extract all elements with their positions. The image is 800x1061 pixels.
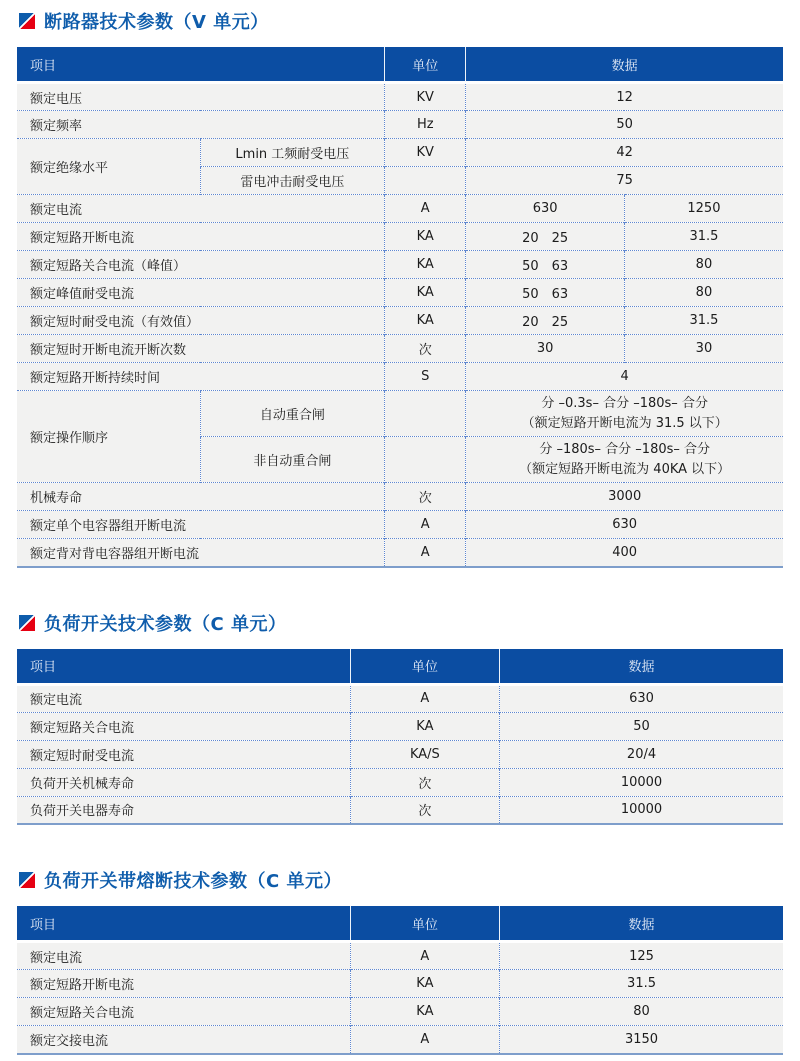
data-cell: 3150 bbox=[500, 1026, 783, 1054]
unit-cell: KA bbox=[385, 223, 466, 251]
unit-cell: 次 bbox=[350, 796, 499, 824]
breaker-spec-table bbox=[17, 47, 783, 568]
item-cell: 额定背对背电容器组开断电流 bbox=[17, 539, 385, 567]
data-cell: 31.5 bbox=[624, 307, 783, 335]
data-cell: 20 25 bbox=[466, 307, 625, 335]
data-cell: 31.5 bbox=[500, 970, 783, 998]
unit-cell: 次 bbox=[385, 483, 466, 511]
unit-cell: A bbox=[385, 511, 466, 539]
table-row bbox=[17, 796, 783, 824]
table-row bbox=[17, 1026, 783, 1054]
table-row bbox=[17, 684, 783, 712]
item-cell: 额定短路关合电流 bbox=[17, 712, 350, 740]
data-cell: 42 bbox=[466, 139, 783, 167]
data-cell: 分 –180s– 合分 –180s– 合分 （额定短路开断电流为 40KA 以下） bbox=[466, 437, 783, 483]
column-header: 单位 bbox=[350, 906, 499, 942]
item-cell: 额定短时开断电流开断次数 bbox=[17, 335, 385, 363]
unit-cell bbox=[385, 167, 466, 195]
item-cell: 负荷开关电器寿命 bbox=[17, 796, 350, 824]
data-cell: 分 –0.3s– 合分 –180s– 合分 （额定短路开断电流为 31.5 以下） bbox=[466, 391, 783, 437]
section-title bbox=[19, 8, 783, 34]
data-cell: 10000 bbox=[500, 768, 783, 796]
item-cell: 额定单个电容器组开断电流 bbox=[17, 511, 385, 539]
unit-cell: KA bbox=[385, 307, 466, 335]
section-title-text: 负荷开关带熔断技术参数（C 单元） bbox=[44, 871, 342, 892]
unit-cell: KV bbox=[385, 139, 466, 167]
table-row bbox=[17, 998, 783, 1026]
unit-cell: KA bbox=[350, 970, 499, 998]
item-cell: 额定短路关合电流 bbox=[17, 998, 350, 1026]
section-load-switch-params bbox=[17, 610, 783, 826]
data-cell: 630 bbox=[466, 511, 783, 539]
table-row bbox=[17, 712, 783, 740]
data-cell: 20 25 bbox=[466, 223, 625, 251]
section-title-text: 负荷开关技术参数（C 单元） bbox=[44, 613, 287, 635]
table-row bbox=[17, 111, 783, 139]
item-cell: 机械寿命 bbox=[17, 483, 385, 511]
header-row bbox=[17, 47, 783, 83]
unit-cell: A bbox=[385, 539, 466, 567]
header-row bbox=[17, 649, 783, 685]
section-breaker-params bbox=[17, 8, 783, 568]
unit-cell: A bbox=[350, 684, 499, 712]
table-row bbox=[17, 511, 783, 539]
data-cell: 630 bbox=[500, 684, 783, 712]
unit-cell bbox=[385, 391, 466, 437]
data-cell: 10000 bbox=[500, 796, 783, 824]
unit-cell: S bbox=[385, 363, 466, 391]
diagonal-flag-icon bbox=[19, 615, 35, 631]
unit-cell: A bbox=[350, 942, 499, 970]
data-cell: 630 bbox=[466, 195, 625, 223]
table-row bbox=[17, 942, 783, 970]
data-cell: 125 bbox=[500, 942, 783, 970]
sub-cell: Lmin 工频耐受电压 bbox=[200, 139, 385, 167]
sub-cell: 自动重合闸 bbox=[200, 391, 385, 437]
unit-cell: Hz bbox=[385, 111, 466, 139]
section-load-switch-fuse-params bbox=[17, 867, 783, 1055]
data-cell: 50 bbox=[500, 712, 783, 740]
header-row bbox=[17, 906, 783, 942]
table-row bbox=[17, 83, 783, 111]
unit-cell: KA bbox=[385, 279, 466, 307]
table-row bbox=[17, 223, 783, 251]
item-cell: 额定交接电流 bbox=[17, 1026, 350, 1054]
item-cell: 额定电流 bbox=[17, 942, 350, 970]
table-row bbox=[17, 970, 783, 998]
table-row bbox=[17, 195, 783, 223]
data-cell: 3000 bbox=[466, 483, 783, 511]
data-cell: 50 bbox=[466, 111, 783, 139]
column-header: 项目 bbox=[17, 906, 350, 942]
unit-cell: A bbox=[350, 1026, 499, 1054]
diagonal-flag-icon bbox=[19, 872, 35, 888]
data-cell: 20/4 bbox=[500, 740, 783, 768]
item-cell: 额定峰值耐受电流 bbox=[17, 279, 385, 307]
column-header: 数据 bbox=[500, 906, 783, 942]
column-header: 项目 bbox=[17, 649, 350, 685]
section-title bbox=[19, 610, 783, 636]
table-row bbox=[17, 391, 783, 437]
data-cell: 30 bbox=[624, 335, 783, 363]
item-cell: 额定频率 bbox=[17, 111, 385, 139]
table-row bbox=[17, 740, 783, 768]
data-cell: 50 63 bbox=[466, 279, 625, 307]
table-row bbox=[17, 363, 783, 391]
unit-cell: 次 bbox=[385, 335, 466, 363]
item-cell: 额定短路开断电流 bbox=[17, 970, 350, 998]
load-switch-fuse-spec-table bbox=[17, 906, 783, 1055]
item-cell: 额定短时耐受电流（有效值） bbox=[17, 307, 385, 335]
unit-cell: 次 bbox=[350, 768, 499, 796]
table-row bbox=[17, 483, 783, 511]
sub-cell: 非自动重合闸 bbox=[200, 437, 385, 483]
item-head-cell: 额定绝缘水平 bbox=[17, 139, 200, 195]
table-row bbox=[17, 335, 783, 363]
data-cell: 4 bbox=[466, 363, 783, 391]
load-switch-spec-table bbox=[17, 649, 783, 826]
item-cell: 负荷开关机械寿命 bbox=[17, 768, 350, 796]
item-cell: 额定电压 bbox=[17, 83, 385, 111]
item-cell: 额定电流 bbox=[17, 684, 350, 712]
diagonal-flag-icon bbox=[19, 13, 35, 29]
table-row bbox=[17, 539, 783, 567]
item-head-cell: 额定操作顺序 bbox=[17, 391, 200, 483]
section-title-text: 断路器技术参数（V 单元） bbox=[44, 12, 269, 33]
data-cell: 80 bbox=[624, 251, 783, 279]
unit-cell: KA bbox=[350, 998, 499, 1026]
item-cell: 额定短时耐受电流 bbox=[17, 740, 350, 768]
table-row bbox=[17, 307, 783, 335]
data-cell: 12 bbox=[466, 83, 783, 111]
data-cell: 1250 bbox=[624, 195, 783, 223]
data-cell: 80 bbox=[624, 279, 783, 307]
data-cell: 30 bbox=[466, 335, 625, 363]
table-row bbox=[17, 251, 783, 279]
unit-cell bbox=[385, 437, 466, 483]
item-cell: 额定短路关合电流（峰值） bbox=[17, 251, 385, 279]
data-cell: 75 bbox=[466, 167, 783, 195]
item-cell: 额定短路开断持续时间 bbox=[17, 363, 385, 391]
data-cell: 400 bbox=[466, 539, 783, 567]
column-header: 单位 bbox=[350, 649, 499, 685]
data-cell: 31.5 bbox=[624, 223, 783, 251]
data-cell: 50 63 bbox=[466, 251, 625, 279]
table-row bbox=[17, 279, 783, 307]
table-row bbox=[17, 768, 783, 796]
column-header: 数据 bbox=[500, 649, 783, 685]
unit-cell: KA bbox=[350, 712, 499, 740]
sub-cell: 雷电冲击耐受电压 bbox=[200, 167, 385, 195]
column-header: 项目 bbox=[17, 47, 385, 83]
item-cell: 额定电流 bbox=[17, 195, 385, 223]
unit-cell: KV bbox=[385, 83, 466, 111]
item-cell: 额定短路开断电流 bbox=[17, 223, 385, 251]
column-header: 数据 bbox=[466, 47, 783, 83]
unit-cell: KA/S bbox=[350, 740, 499, 768]
data-cell: 80 bbox=[500, 998, 783, 1026]
column-header: 单位 bbox=[385, 47, 466, 83]
unit-cell: A bbox=[385, 195, 466, 223]
table-row bbox=[17, 139, 783, 167]
section-title bbox=[19, 867, 783, 893]
unit-cell: KA bbox=[385, 251, 466, 279]
